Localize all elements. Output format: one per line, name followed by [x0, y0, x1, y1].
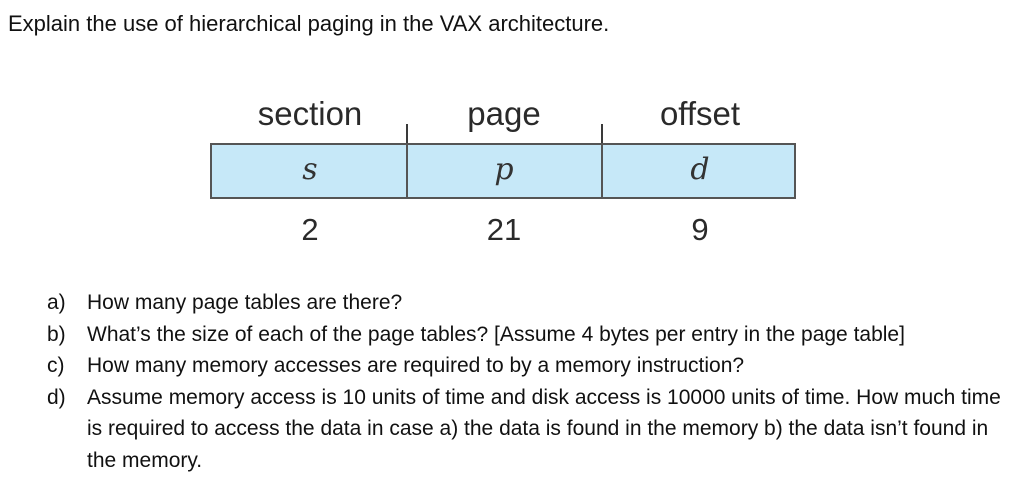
- subquestion-text: What’s the size of each of the page tables? [Assume 4 bytes per entry in the page table]: [87, 322, 905, 346]
- subquestion-marker: b): [47, 322, 66, 346]
- field-symbol-p: p: [494, 152, 514, 187]
- subquestion-text: How many memory accesses are required to by a memory instruction?: [87, 354, 745, 377]
- boundary-tick: [406, 124, 408, 144]
- subquestion-marker: c): [47, 354, 65, 377]
- field-header-offset: offset: [659, 95, 741, 132]
- subquestion-text: How many page tables are there?: [87, 291, 403, 314]
- field-header-section: section: [257, 95, 363, 132]
- subquestion-item: [47, 287, 1017, 319]
- question-title: Explain the use of hierarchical paging in the VAX architecture.: [8, 11, 610, 36]
- field-bits-page: 21: [486, 212, 522, 247]
- subquestion-marker: d): [47, 385, 66, 409]
- field-header-page: page: [467, 95, 541, 132]
- subquestion-item: [47, 319, 1017, 351]
- field-bits-offset: 9: [691, 212, 709, 247]
- subquestion-text: Assume memory access is 10 units of time and disk access is 10000 units of time. How much time is required to access the data in case a) the data is found in the memory b) the data isn’t found in the memory.: [87, 385, 1001, 472]
- subquestion-item: [47, 350, 1017, 382]
- field-bits-section: 2: [301, 212, 319, 247]
- field-symbol-d: d: [690, 152, 710, 187]
- subquestion-item: [47, 382, 1017, 477]
- subquestion-marker: a): [47, 291, 66, 314]
- field-symbol-s: s: [302, 152, 318, 187]
- boundary-tick: [601, 124, 603, 144]
- subquestion-list: [47, 287, 1017, 476]
